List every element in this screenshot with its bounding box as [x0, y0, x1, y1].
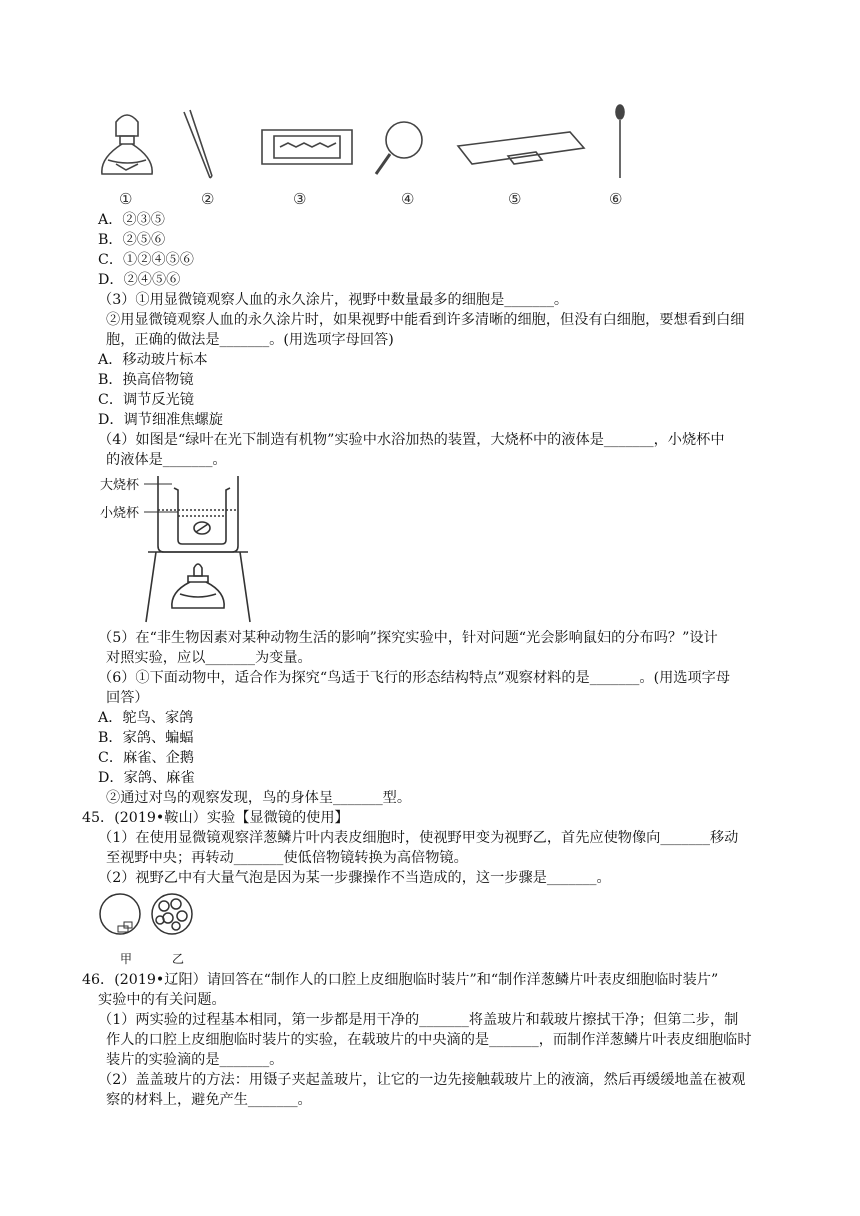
option-d: D．家鸽、麻雀: [98, 770, 195, 786]
q46-part2-line: （2）盖盖玻片的方法：用镊子夹起盖玻片，让它的一边先接触载玻片上的液滴，然后再缓缓地盖在被观: [98, 1072, 746, 1088]
view-a-label: 甲: [120, 952, 133, 966]
option-d: D．②④⑤⑥: [98, 272, 181, 288]
tool-label-1: ①: [119, 190, 133, 208]
view-b-label: 乙: [172, 952, 185, 966]
tool-label-5: ⑤: [508, 190, 522, 208]
big-beaker-label: 大烧杯: [100, 478, 140, 493]
q45-part1-line: 至视野中央；再转动_______使低倍物镜转换为高倍物镜。: [106, 850, 468, 866]
razor-blade-icon: [262, 130, 352, 164]
option-b: B．②⑤⑥: [98, 232, 166, 248]
q46-heading: 实验中的有关问题。: [98, 992, 226, 1008]
water-bath-figure: [98, 470, 258, 625]
glass-slide-icon: [458, 132, 584, 164]
option-c: C．麻雀、企鹅: [98, 750, 194, 766]
option-b: B．换高倍物镜: [98, 372, 194, 388]
option-a: A．鸵鸟、家鸽: [98, 710, 194, 726]
q46-part1-line: （1）两实验的过程基本相同，第一步都是用干净的_______将盖玻片和载玻片擦拭干净；但第二步，制: [98, 1012, 739, 1028]
option-a: A．②③⑤: [98, 212, 165, 228]
small-beaker-label: 小烧杯: [100, 506, 140, 521]
option-c: C．①②④⑤⑥: [98, 252, 194, 268]
q44-part6-line: （6）①下面动物中，适合作为探究“鸟适于飞行的形态结构特点”观察材料的是_______。(用选项字母: [98, 670, 731, 686]
q46-heading: 46．(2019•辽阳）请回答在“制作人的口腔上皮细胞临时装片”和“制作洋葱鳞片叶表皮细胞临时装片”: [82, 972, 719, 988]
q44-part5-line: 对照实验，应以_______为变量。: [106, 650, 312, 666]
q44-part4-line: （4）如图是“绿叶在光下制造有机物”实验中水浴加热的装置，大烧杯中的液体是_______，小烧杯中: [98, 432, 725, 448]
q46-part1-line: 装片的实验滴的是_______。: [106, 1052, 284, 1068]
q44-part5-line: （5）在“非生物因素对某种动物生活的影响”探究实验中，针对问题“光会影响鼠妇的分布吗？”设计: [98, 630, 718, 646]
q44-part4-line: 的液体是_______。: [106, 452, 227, 468]
tweezers-icon: [184, 110, 212, 178]
q44-part3-line: 胞，正确的做法是_______。(用选项字母回答): [106, 332, 394, 348]
tool-label-4: ④: [401, 190, 415, 208]
q45-part1-line: （1）在使用显微镜观察洋葱鳞片叶内表皮细胞时，使视野甲变为视野乙，首先应使物像向_______移动: [98, 830, 739, 846]
q46-part2-line: 察的材料上，避免产生_______。: [106, 1092, 312, 1108]
water-bath-drawing: [98, 470, 258, 625]
option-b: B．家鸽、蝙蝠: [98, 730, 194, 746]
option-a: A．移动玻片标本: [98, 352, 208, 368]
q45-heading: 45．(2019•鞍山）实验【显微镜的使用】: [82, 810, 349, 826]
q45-part2-line: （2）视野乙中有大量气泡是因为某一步骤操作不当造成的，这一步骤是_______。: [98, 870, 611, 886]
q44-part3-line: （3）①用显微镜观察人血的永久涂片，视野中数量最多的细胞是_______。: [98, 292, 569, 308]
microscope-views-figure: [98, 890, 208, 970]
tool-label-3: ③: [293, 190, 307, 208]
q44-part6-line: 回答）: [106, 690, 149, 706]
lab-tools-figure: [98, 100, 658, 212]
option-d: D．调节细准焦螺旋: [98, 412, 223, 428]
tool-label-6: ⑥: [609, 190, 623, 208]
microscope-views-drawing: [98, 890, 208, 970]
magnifier-icon: [376, 122, 422, 174]
q44-part6-line: ②通过对鸟的观察发现，鸟的身体呈_______型。: [106, 790, 412, 806]
q46-part1-line: 作人的口腔上皮细胞临时装片的实验，在载玻片的中央滴的是_______，而制作洋葱鳞片叶表皮细胞临时: [106, 1032, 752, 1048]
q44-part3-line: ②用显微镜观察人血的永久涂片时，如果视野中能看到许多清晰的细胞，但没有白细胞，要想看到白细: [106, 312, 745, 328]
dropper-bottle-icon: [102, 115, 152, 174]
tool-label-2: ②: [201, 190, 215, 208]
option-c: C．调节反光镜: [98, 392, 194, 408]
dropper-icon: [616, 105, 624, 178]
lab-tools-drawing: [98, 100, 658, 212]
